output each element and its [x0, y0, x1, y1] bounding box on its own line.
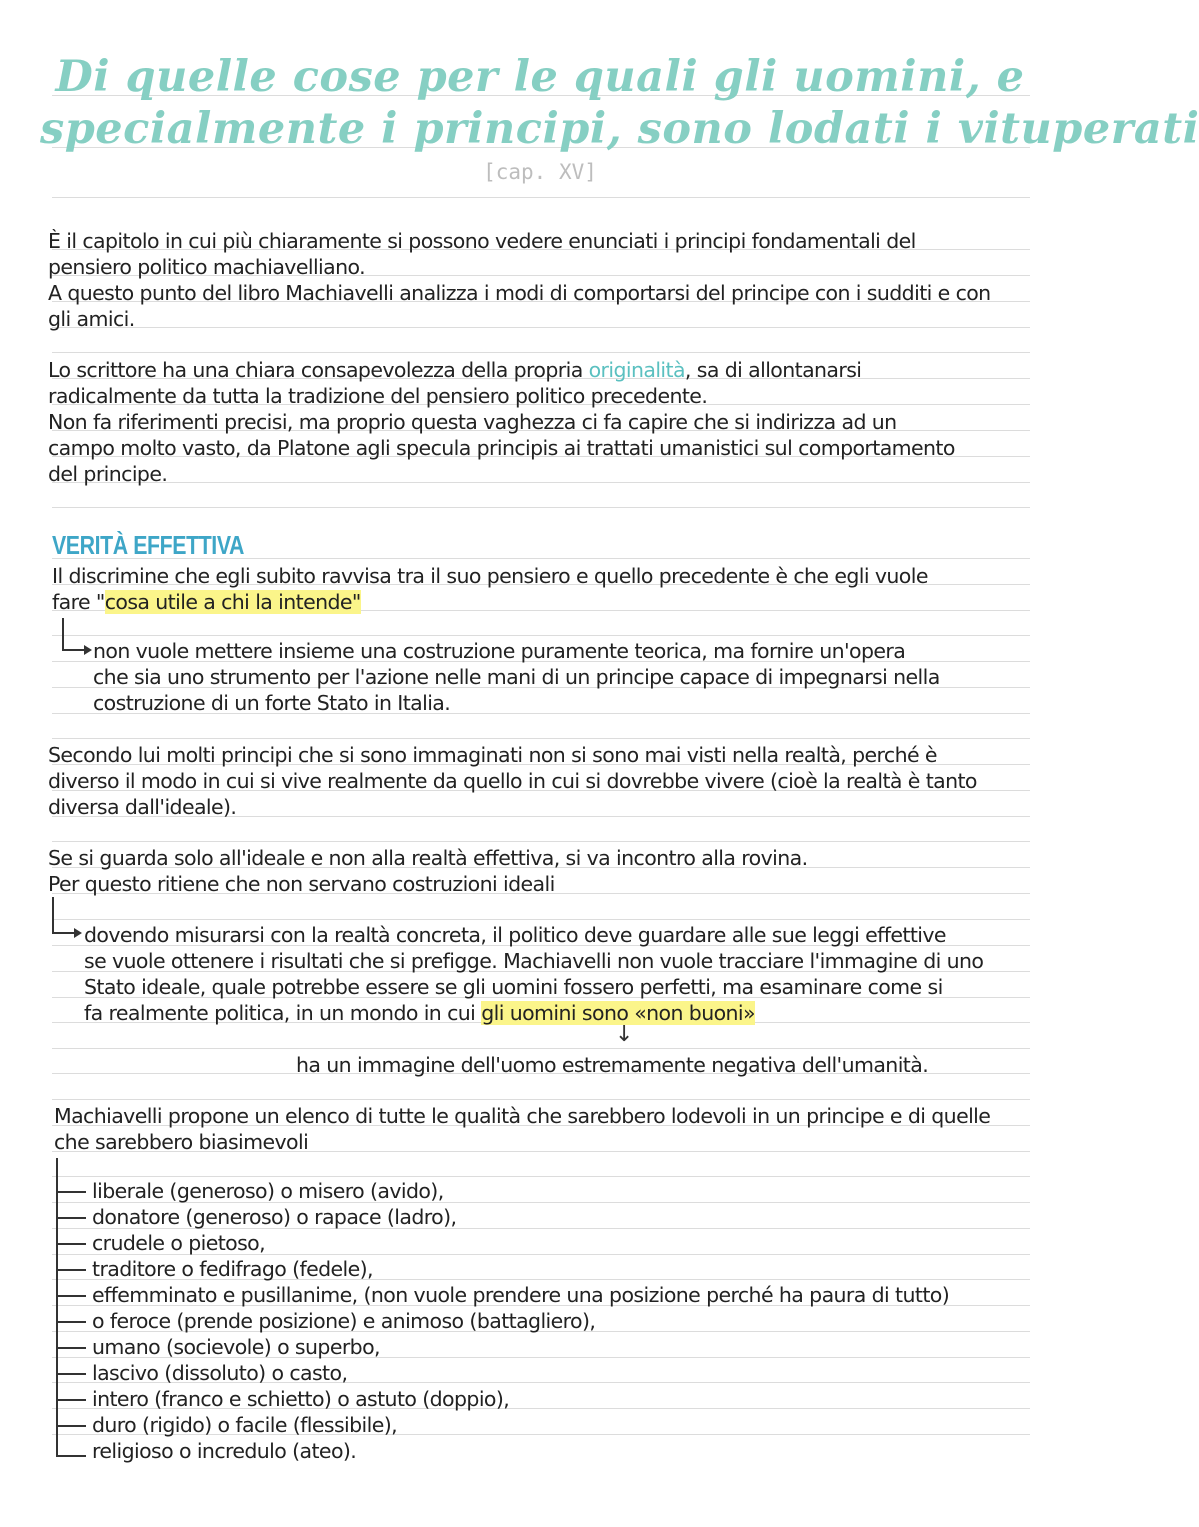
section-text: se vuole ottenere i risultati che si prefigge. Machiavelli non vuole tracciare l'immagine di uno	[84, 949, 984, 973]
section-text: Stato ideale, quale potrebbe essere se gli uomini fossero perfetti, ma esaminare come si	[84, 975, 943, 999]
highlighted-phrase: cosa utile a chi la intende"	[104, 590, 361, 614]
section-text: diversa dall'ideale).	[48, 795, 237, 819]
list-item: o feroce (prende posizione) e animoso (battagliero),	[92, 1309, 596, 1333]
list-item: liberale (generoso) o misero (avido),	[92, 1179, 444, 1203]
page-title-line-1: Di quelle cose per le quali gli uomini, e	[55, 52, 1025, 102]
section-text: costruzione di un forte Stato in Italia.	[93, 691, 451, 715]
section-text: che sarebbero biasimevoli	[54, 1130, 309, 1154]
intro-text: gli amici.	[48, 307, 135, 331]
section-text: ha un immagine dell'uomo estremamente negativa dell'umanità.	[296, 1053, 929, 1077]
section-text: non vuole mettere insieme una costruzione puramente teorica, ma fornire un'opera	[93, 639, 906, 663]
tree-branch	[56, 1191, 86, 1193]
tree-branch	[56, 1425, 86, 1427]
list-item: donatore (generoso) o rapace (ladro),	[92, 1205, 457, 1229]
intro-text: Lo scrittore ha una chiara consapevolezza della propria originalità, sa di allontanarsi	[48, 358, 862, 382]
list-item: religioso o incredulo (ateo).	[92, 1439, 357, 1463]
tree-branch	[56, 1243, 86, 1245]
tree-branch	[56, 1321, 86, 1323]
highlighted-phrase: gli uomini sono «non buoni»	[481, 1001, 755, 1025]
section-text: che sia uno strumento per l'azione nelle mani di un principe capace di impegnarsi nella	[93, 665, 940, 689]
tree-branch	[56, 1455, 86, 1457]
section-text: fare "cosa utile a chi la intende"	[52, 590, 361, 614]
intro-text: Non fa riferimenti precisi, ma proprio questa vaghezza ci fa capire che si indirizza ad un	[48, 410, 897, 434]
list-item: traditore o fedifrago (fedele),	[92, 1257, 373, 1281]
tree-branch	[56, 1399, 86, 1401]
list-item: duro (rigido) o facile (flessibile),	[92, 1413, 398, 1437]
list-item: lascivo (dissoluto) o casto,	[92, 1361, 348, 1385]
section-text: Machiavelli propone un elenco di tutte le qualità che sarebbero lodevoli in un principe e di quelle	[54, 1104, 991, 1128]
tree-branch	[56, 1295, 86, 1297]
intro-text: È il capitolo in cui più chiaramente si possono vedere enunciati i principi fondamentali del	[48, 229, 916, 253]
tree-branch	[56, 1347, 86, 1349]
tree-connector	[56, 1158, 58, 1456]
section-heading: VERITÀ EFFETTIVA	[52, 530, 245, 560]
list-item: effemminato e pusillanime, (non vuole prendere una posizione perché ha paura di tutto)	[92, 1283, 950, 1307]
intro-text: del principe.	[48, 462, 168, 486]
section-text: Secondo lui molti principi che si sono immaginati non si sono mai visti nella realtà, perché è	[48, 743, 937, 767]
section-text: diverso il modo in cui si vive realmente da quello in cui si dovrebbe vivere (cioè la realtà è tanto	[48, 769, 977, 793]
section-text: Per questo ritiene che non servano costruzioni ideali	[48, 872, 555, 896]
arrow-icon	[62, 618, 84, 651]
highlighted-term: originalità	[588, 358, 685, 382]
section-text: Se si guarda solo all'ideale e non alla realtà effettiva, si va incontro alla rovina.	[48, 846, 808, 870]
down-arrow-icon: ↓	[615, 1022, 634, 1047]
tree-branch	[56, 1269, 86, 1271]
intro-text: A questo punto del libro Machiavelli analizza i modi di comportarsi del principe con i sudditi e con	[48, 281, 991, 305]
arrow-icon	[52, 897, 74, 934]
intro-text: campo molto vasto, da Platone agli specula principis ai trattati umanistici sul comportamento	[48, 436, 955, 460]
intro-text: radicalmente da tutta la tradizione del pensiero politico precedente.	[48, 384, 708, 408]
section-text: Il discrimine che egli subito ravvisa tra il suo pensiero e quello precedente è che egli vuole	[52, 564, 928, 588]
list-item: crudele o pietoso,	[92, 1231, 266, 1255]
intro-text: pensiero politico machiavelliano.	[48, 255, 365, 279]
section-text: dovendo misurarsi con la realtà concreta, il politico deve guardare alle sue leggi effettive	[84, 923, 946, 947]
page-title-line-2: specialmente i principi, sono lodati i vituperati	[40, 104, 1199, 154]
section-text: fa realmente politica, in un mondo in cui gli uomini sono «non buoni»	[84, 1001, 755, 1025]
chapter-label: [cap. XV]	[483, 160, 597, 184]
tree-branch	[56, 1217, 86, 1219]
tree-branch	[56, 1373, 86, 1375]
list-item: umano (socievole) o superbo,	[92, 1335, 380, 1359]
list-item: intero (franco e schietto) o astuto (doppio),	[92, 1387, 510, 1411]
